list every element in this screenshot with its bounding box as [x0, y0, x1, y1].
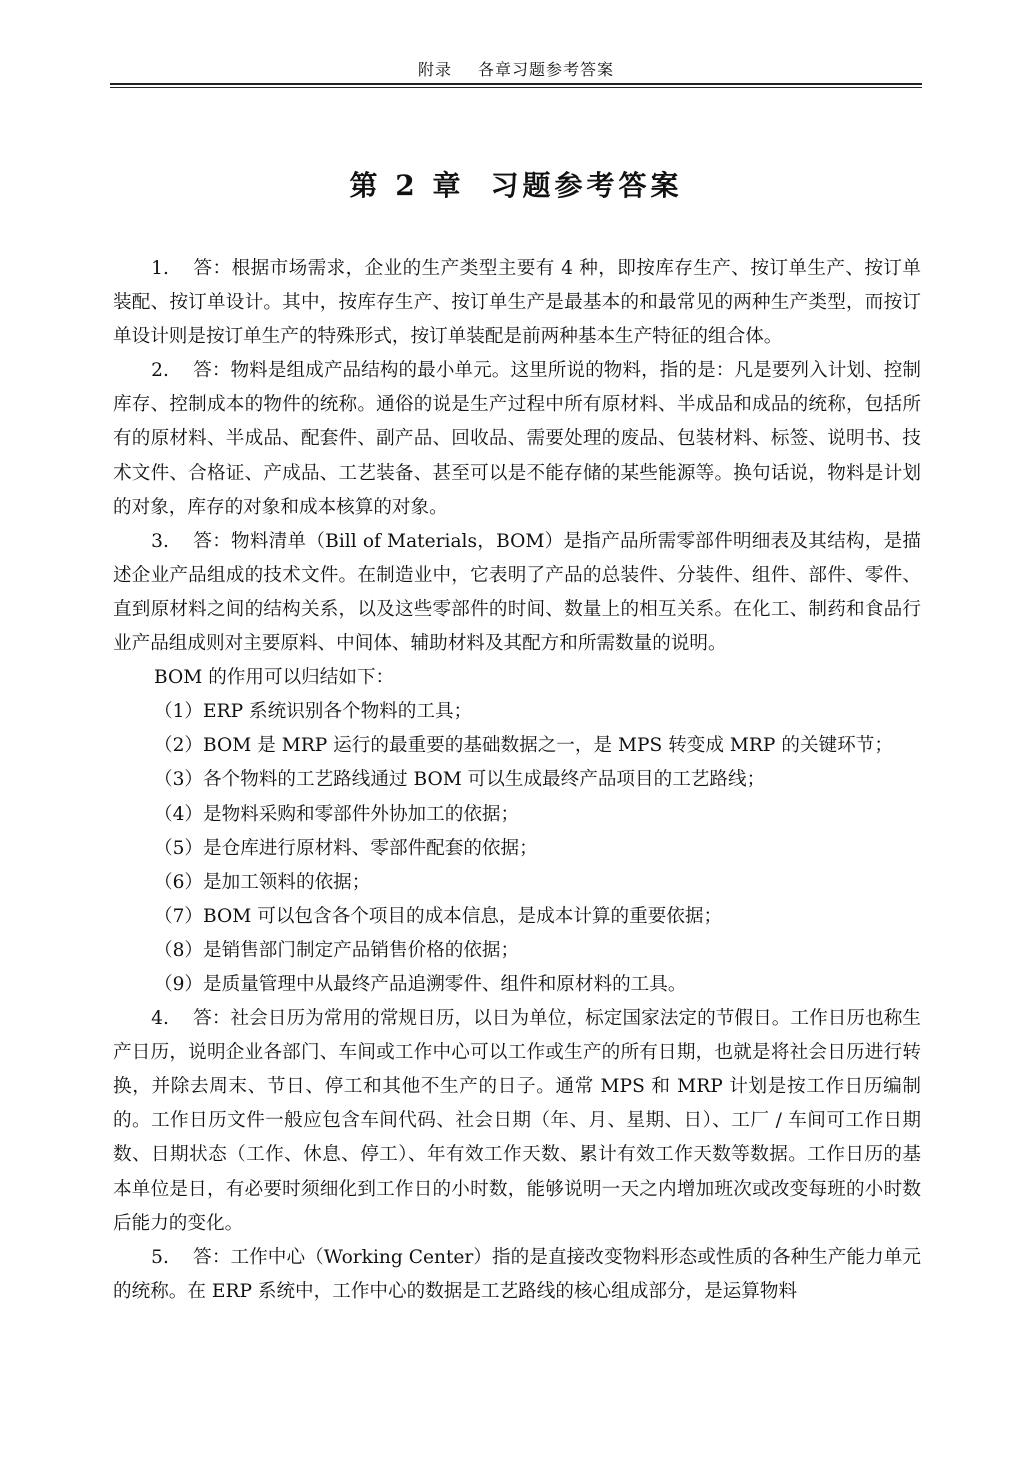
bom-role-item: （8）是销售部门制定产品销售价格的依据；: [154, 939, 520, 961]
answer-text: 答：工作中心（Working Center）指的是直接改变物料形态或性质的各种生产能力单元的统称。在 ERP 系统中，工作中心的数据是工艺路线的核心组成部分，是运算物料: [113, 1246, 921, 1302]
bom-role-item: （5）是仓库进行原材料、零部件配套的依据；: [154, 837, 538, 859]
header-rule: [110, 83, 922, 85]
bom-role-item: （1）ERP 系统识别各个物料的工具；: [154, 701, 473, 723]
answer-number: 1.: [151, 258, 169, 279]
bom-role-item: （6）是加工领料的依据；: [154, 871, 371, 893]
chapter-number: 第 2 章: [349, 169, 465, 202]
header-title: 各章习题参考答案: [478, 60, 615, 79]
answer-text: 答：根据市场需求，企业的生产类型主要有 4 种，即按库存生产、按订单生产、按订单装配、按订单设计。其中，按库存生产、按订单生产是最基本的和最常见的两种生产类型，而按订单设计则是按订单生产的特殊形式，按订单装配是前两种基本生产特征的组合体。: [113, 258, 921, 348]
header-section: 附录: [417, 60, 452, 79]
header-rule-thin: [110, 87, 922, 88]
bom-role-item: （4）是物料采购和零部件外协加工的依据；: [154, 803, 520, 825]
answer-text: 答：社会日历为常用的常规日历，以日为单位，标定国家法定的节假日。工作日历也称生产日历，说明企业各部门、车间或工作中心可以工作或生产的所有日期，也就是将社会日历进行转换，并除去周末、节日、停工和其他不生产的日子。通常 MPS 和 MRP 计划是按工作日历编制的。工作日历文件一般应包含车间代码、社会日期（年、月、星期、日）、工厂 / 车间可工作日期数、日期状态（工作、休息、停工）、年有效工作天数、累计有效工作天数等数据。工作日历的基本单位是日，有必要时须细化到工作日的小时数，能够说明一天之内增加班次或改变每班的小时数后能力的变化。: [113, 1008, 921, 1234]
answer-text: 答：物料清单（Bill of Materials，BOM）是指产品所需零部件明细表及其结构，是描述企业产品组成的技术文件。在制造业中，它表明了产品的总装件、分装件、组件、部件、零件、直到原材料之间的结构关系，以及这些零部件的时间、数量上的相互关系。在化工、制药和食品行业产品组成则对主要原料、中间体、辅助材料及其配方和所需数量的说明。: [113, 530, 921, 655]
chapter-heading: 习题参考答案: [490, 169, 683, 202]
bom-role-item: （2）BOM 是 MRP 运行的最重要的基础数据之一，是 MPS 转变成 MRP 的关键环节；: [154, 735, 893, 757]
answer-4: [113, 1002, 921, 1241]
answer-5: [113, 1241, 921, 1309]
answer-number: 3.: [151, 530, 169, 552]
running-header: [110, 60, 922, 80]
chapter-title: [110, 166, 922, 206]
bom-intro: BOM 的作用可以归结如下：: [154, 667, 395, 689]
answer-number: 5.: [151, 1246, 169, 1268]
answer-1: [113, 252, 921, 354]
bom-role-item: （9）是质量管理中从最终产品追溯零件、组件和原材料的工具。: [154, 973, 687, 995]
bom-role-item: （7）BOM 可以包含各个项目的成本信息，是成本计算的重要依据；: [154, 905, 723, 927]
answer-2: [113, 354, 921, 524]
bom-role-item: （3）各个物料的工艺路线通过 BOM 可以生成最终产品项目的工艺路线；: [154, 769, 766, 791]
answer-number: 4.: [151, 1008, 169, 1030]
answer-number: 2.: [151, 360, 169, 382]
answer-3: [113, 525, 921, 661]
answer-body: [113, 252, 921, 1309]
answer-text: 答：物料是组成产品结构的最小单元。这里所说的物料，指的是：凡是要列入计划、控制库存、控制成本的物件的统称。通俗的说是生产过程中所有原材料、半成品和成品的统称，包括所有的原材料、半成品、配套件、副产品、回收品、需要处理的废品、包装材料、标签、说明书、技术文件、合格证、产成品、工艺装备、甚至可以是不能存储的某些能源等。换句话说，物料是计划的对象，库存的对象和成本核算的对象。: [113, 360, 921, 518]
